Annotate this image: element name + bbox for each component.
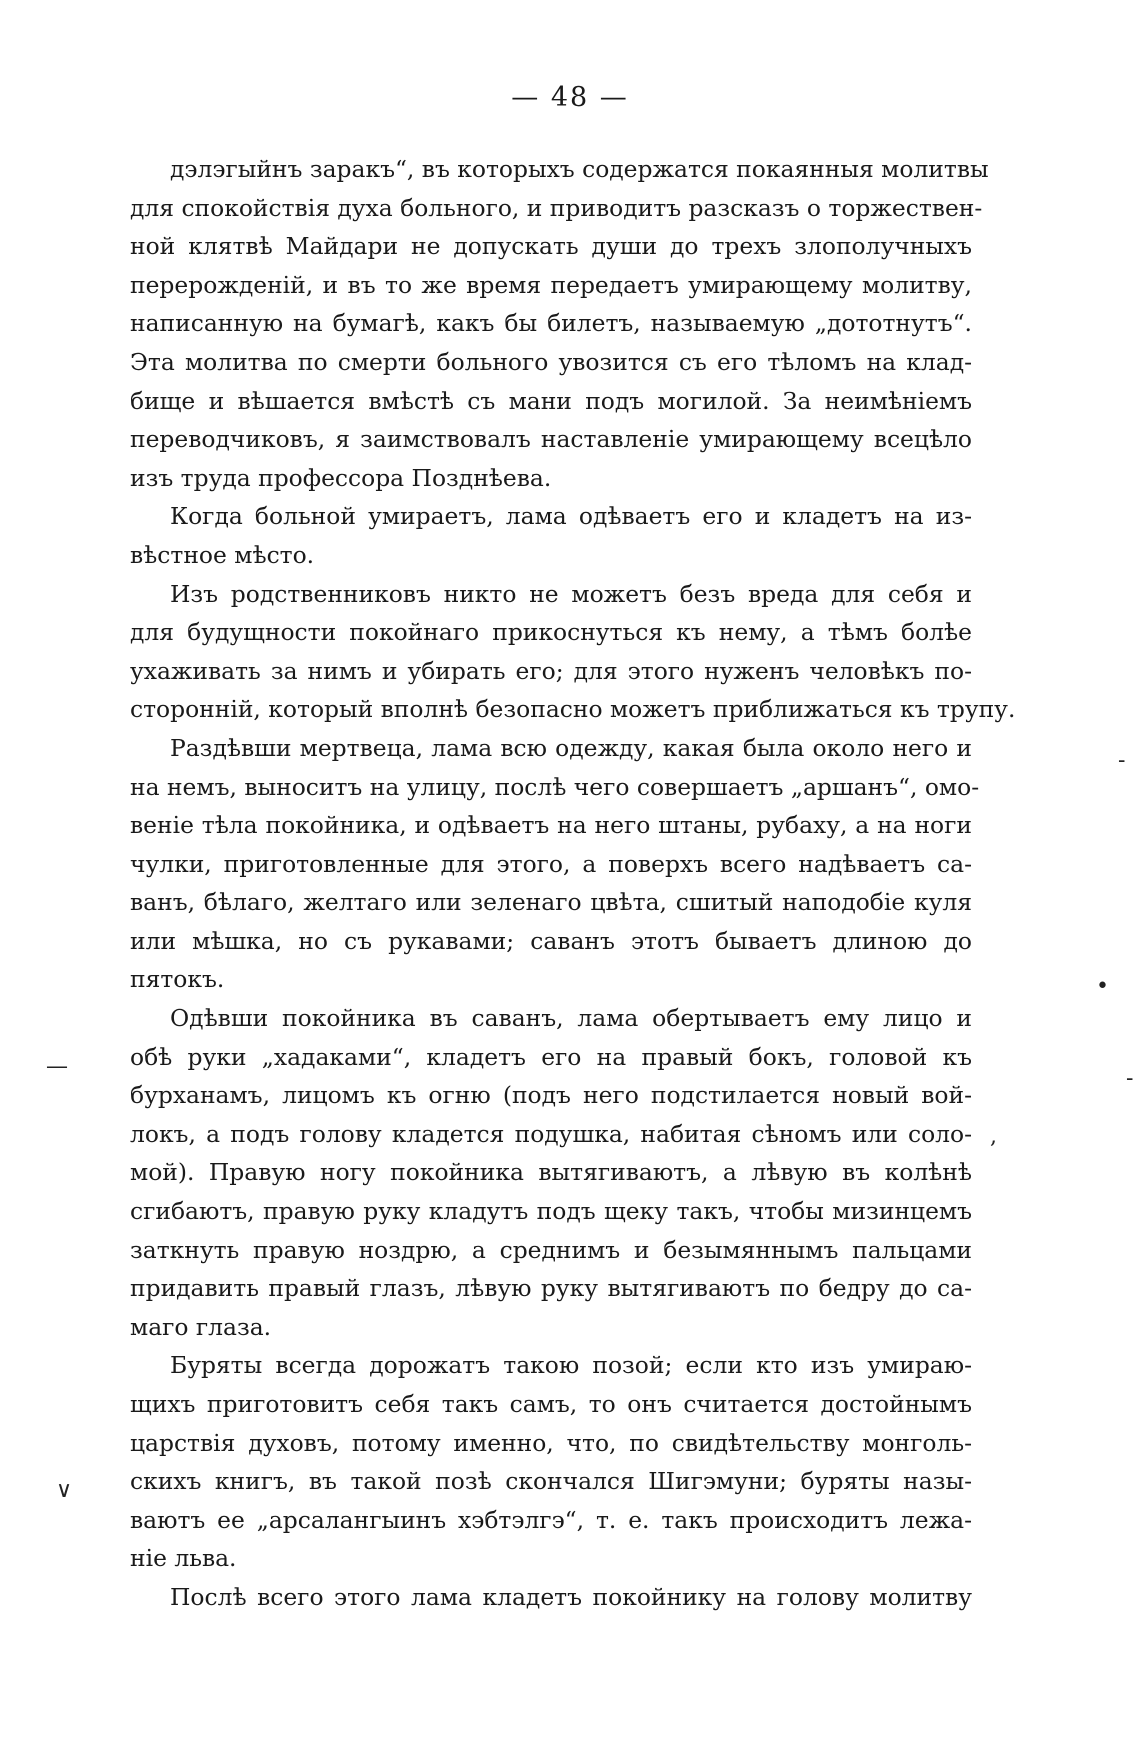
- text-line: маго глаза.: [130, 1312, 272, 1341]
- text-line: придавить правый глазъ, лѣвую руку вытягиваютъ по бедру до са-: [130, 1274, 972, 1303]
- text-line: скихъ книгъ, въ такой позѣ скончался Шигэмуни; буряты назы-: [130, 1467, 972, 1496]
- text-line: Когда больной умираетъ, лама одѣваетъ его и кладетъ на из-: [170, 502, 972, 531]
- text-line: обѣ руки „хадаками“, кладетъ его на правый бокъ, головой къ: [130, 1042, 972, 1071]
- margin-dash-right: -: [1118, 748, 1126, 773]
- margin-dash-right: -: [1126, 1066, 1134, 1091]
- text-line: бурханамъ, лицомъ къ огню (подъ него подстилается новый вой-: [130, 1081, 972, 1110]
- text-line: или мѣшка, но съ рукавами; саванъ этотъ бываетъ длиною до: [130, 926, 972, 955]
- text-line: Одѣвши покойника въ саванъ, лама обертываетъ ему лицо и: [170, 1004, 972, 1033]
- text-line: для спокойствія духа больного, и приводитъ разсказъ о торжествен-: [130, 193, 983, 222]
- text-line: сгибаютъ, правую руку кладутъ подъ щеку такъ, чтобы мизинцемъ: [130, 1197, 972, 1226]
- text-line: веніе тѣла покойника, и одѣваетъ на него штаны, рубаху, а на ноги: [130, 811, 972, 840]
- text-line: бище и вѣшается вмѣстѣ съ мани подъ могилой. За неимѣніемъ: [130, 386, 972, 415]
- paragraph: [130, 497, 972, 574]
- text-line: ванъ, бѣлаго, желтаго или зеленаго цвѣта, сшитый наподобіе куля: [130, 888, 972, 917]
- text-line: ніе льва.: [130, 1544, 237, 1573]
- text-line: ухаживать за нимъ и убирать его; для этого нуженъ человѣкъ по-: [130, 656, 972, 685]
- text-line: ваютъ ее „арсалангыинъ хэбтэлгэ“, т. е. такъ происходитъ лежа-: [130, 1505, 972, 1534]
- margin-dash-left: —: [46, 1054, 68, 1079]
- text-line: для будущности покойнаго прикоснуться къ нему, а тѣмъ болѣе: [130, 618, 972, 647]
- paragraph: [130, 1346, 972, 1578]
- text-line: Буряты всегда дорожатъ такою позой; если кто изъ умираю-: [170, 1351, 972, 1380]
- text-line: заткнуть правую ноздрю, а среднимъ и безымяннымъ пальцами: [130, 1235, 972, 1264]
- text-line: Раздѣвши мертвеца, лама всю одежду, какая была около него и: [170, 733, 972, 762]
- paragraph: [130, 150, 989, 497]
- text-line: вѣстное мѣсто.: [130, 540, 315, 569]
- paragraph: [130, 999, 972, 1346]
- text-line: царствія духовъ, потому именно, что, по свидѣтельству монголь-: [130, 1428, 972, 1457]
- text-line: дэлэгыйнъ заракъ“, въ которыхъ содержатся покаянныя молитвы: [170, 155, 989, 183]
- text-line: написанную на бумагѣ, какъ бы билетъ, называемую „дототнутъ“.: [130, 309, 972, 338]
- text-line: пятокъ.: [130, 965, 225, 994]
- text-line: на немъ, выноситъ на улицу, послѣ чего совершаетъ „аршанъ“, омо-: [130, 772, 980, 801]
- text-line: локъ, а подъ голову кладется подушка, набитая сѣномъ или соло-: [130, 1119, 972, 1148]
- text-line: Послѣ всего этого лама кладетъ покойнику на голову молитву: [170, 1582, 972, 1611]
- text-line: мой). Правую ногу покойника вытягиваютъ, а лѣвую въ колѣнѣ: [130, 1158, 972, 1187]
- text-line: изъ труда профессора Позднѣева.: [130, 463, 552, 492]
- margin-dot-right: •: [1096, 974, 1109, 999]
- text-line: чулки, приготовленные для этого, а поверхъ всего надѣваетъ са-: [130, 849, 972, 878]
- text-line: переводчиковъ, я заимствовалъ наставленіе умирающему всецѣло: [130, 425, 972, 454]
- page-number: — 48 —: [511, 82, 629, 113]
- text-line: Эта молитва по смерти больного увозится съ его тѣломъ на клад-: [130, 347, 972, 376]
- text-line: Изъ родственниковъ никто не можетъ безъ вреда для себя и: [170, 579, 972, 608]
- text-line: перерожденій, и въ то же время передаетъ умирающему молитву,: [130, 270, 972, 299]
- body-text: [130, 150, 1016, 1617]
- text-line: ной клятвѣ Майдари не допускать души до трехъ злополучныхъ: [130, 232, 972, 261]
- margin-comma-right: ,: [990, 1124, 997, 1149]
- paragraph: [130, 729, 980, 999]
- text-line: сторонній, который вполнѣ безопасно можетъ приближаться къ трупу.: [130, 695, 1016, 724]
- margin-check-left: ∨: [56, 1478, 73, 1503]
- paragraph: [130, 1578, 972, 1617]
- paragraph: [130, 575, 1016, 729]
- text-line: щихъ приготовитъ себя такъ самъ, то онъ считается достойнымъ: [130, 1390, 972, 1418]
